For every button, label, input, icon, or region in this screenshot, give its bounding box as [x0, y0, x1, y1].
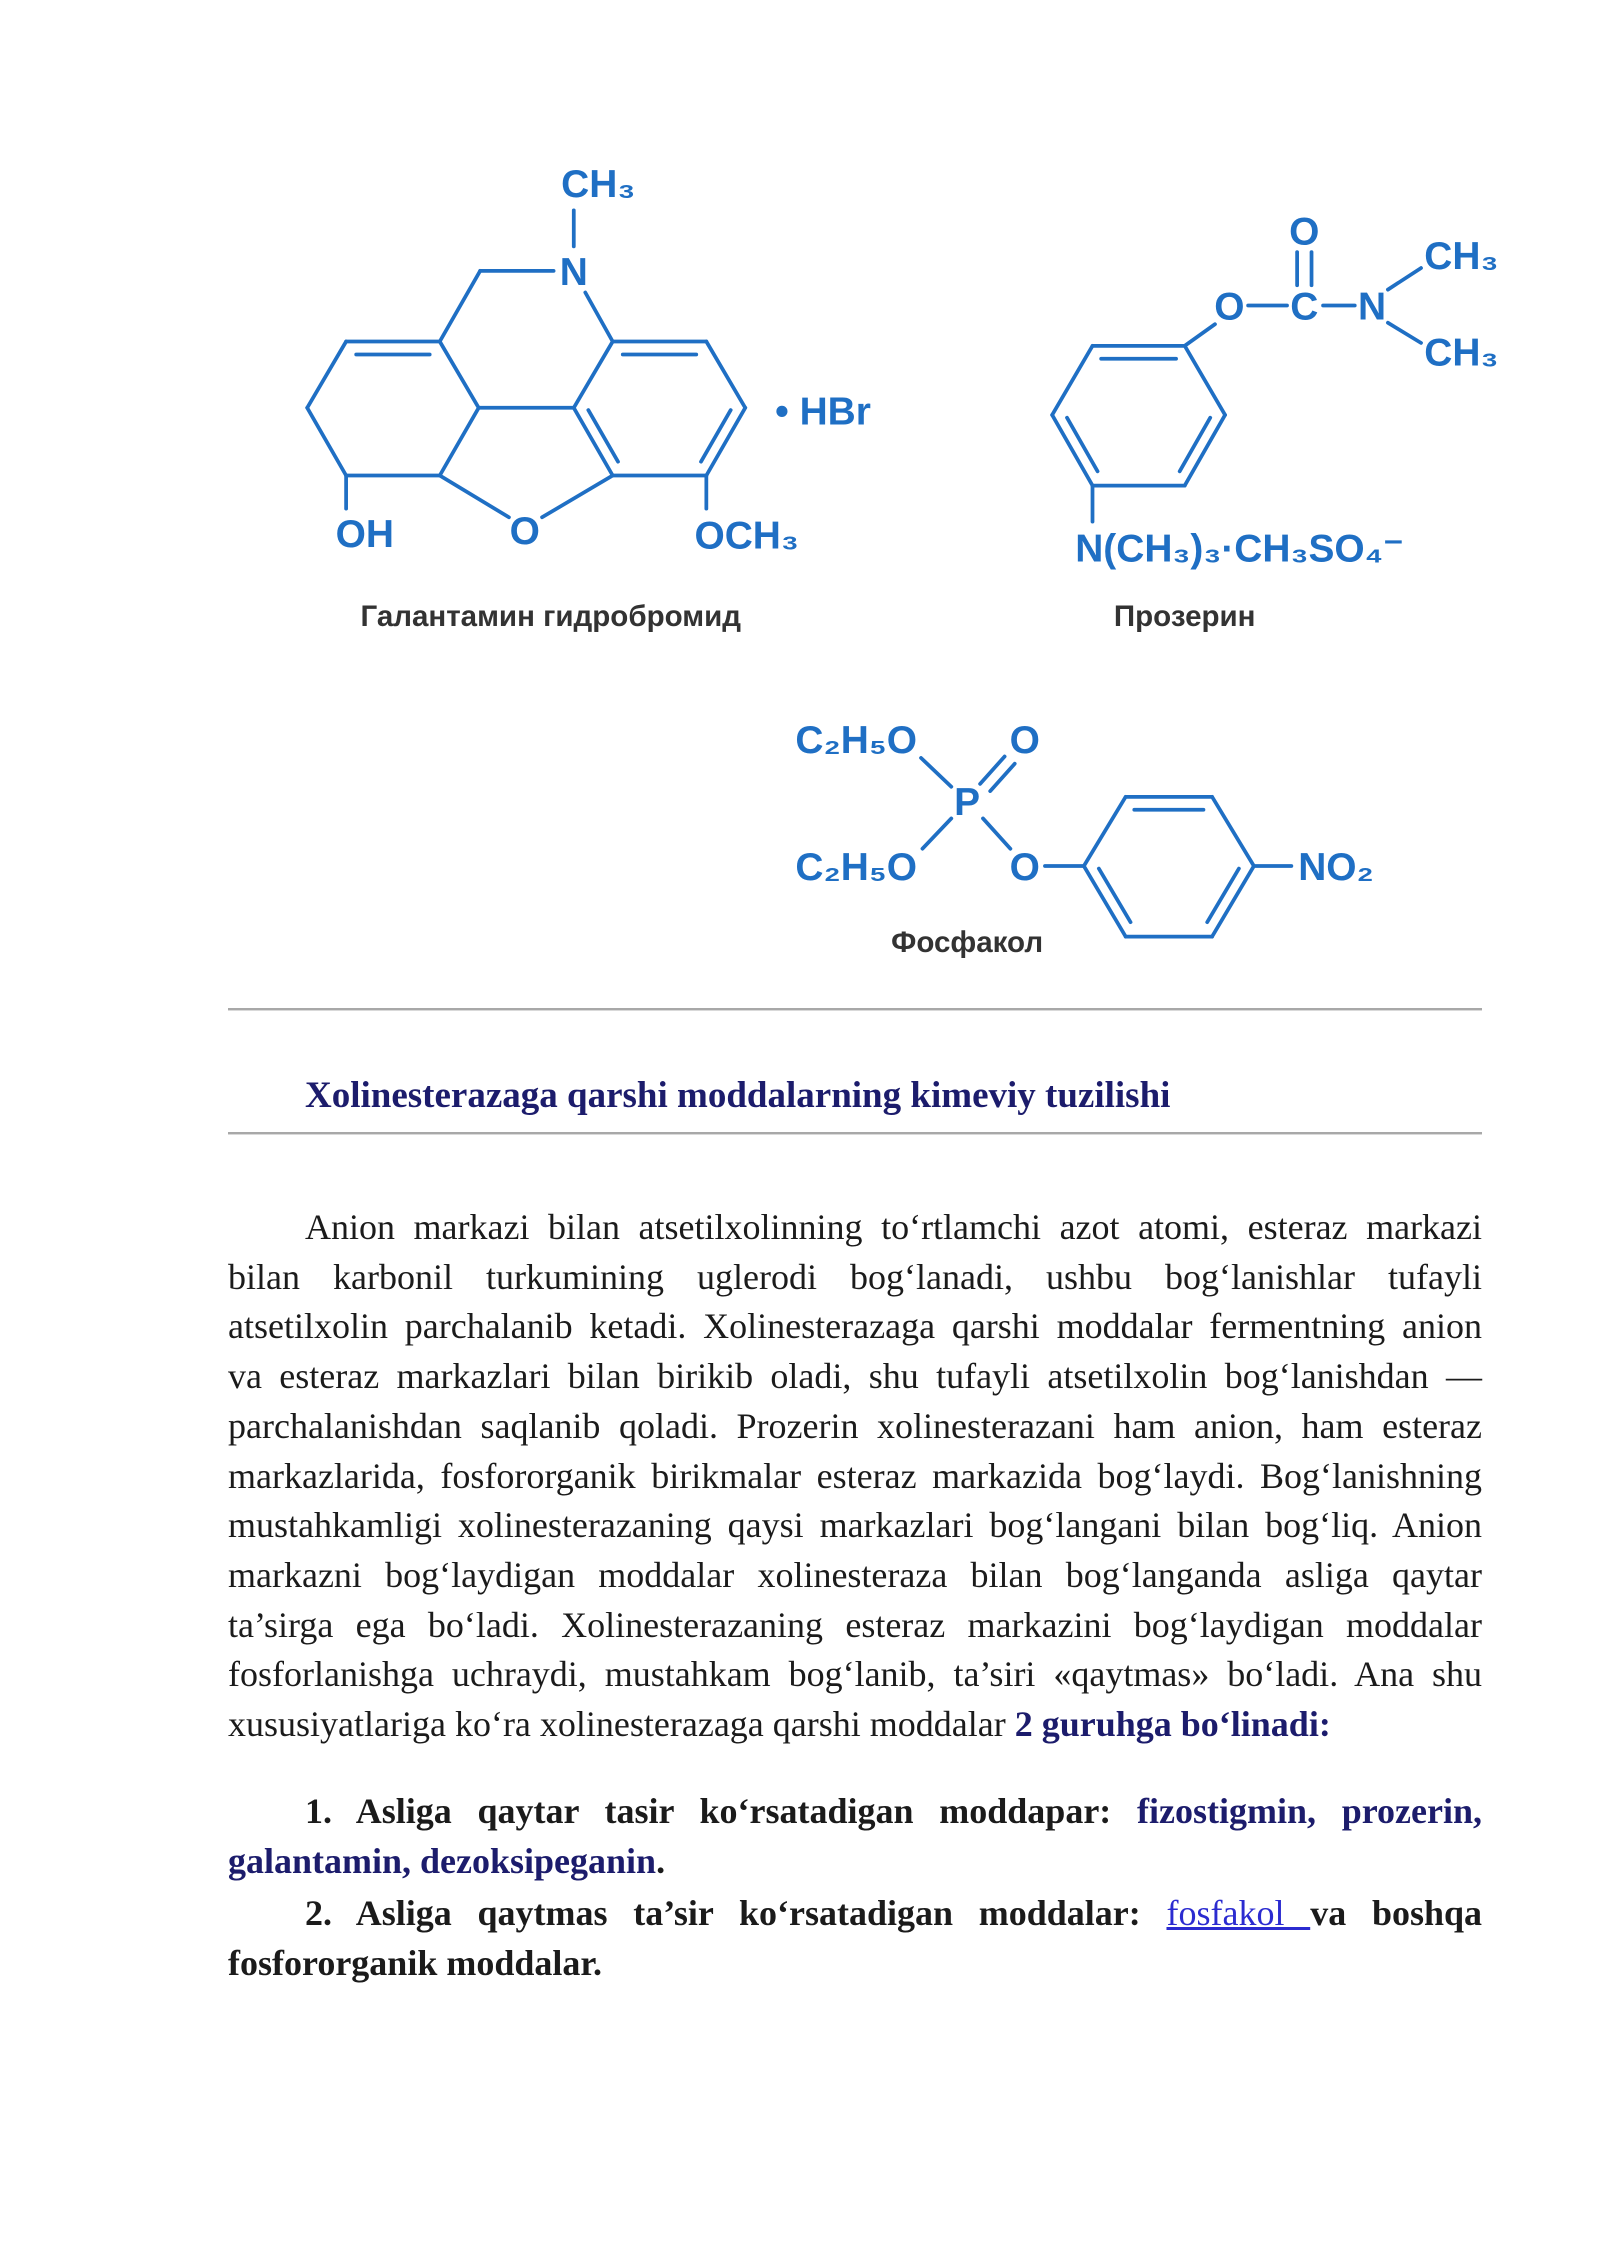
paragraph-line: mustahkamligi xolinesterazaning qaysi markazlari bog‘langani bilan bog‘liq. Anion [228, 1505, 1482, 1546]
double-bond-inner [588, 410, 618, 462]
list-item-irreversible [228, 1889, 1482, 1988]
list-item-lead: 2. Asliga qaytmas ta’sir ko‘rsatadigan moddalar: [305, 1893, 1167, 1934]
bond [307, 341, 346, 407]
numbered-list [228, 1787, 1482, 1989]
paragraph-line: ta’sirga ega bo‘ladi. Xolinesterazaning esteraz markazini bog‘laydigan moddalar [228, 1604, 1482, 1645]
horizontal-rule-bottom [228, 1132, 1482, 1135]
bond [542, 476, 613, 518]
bond [440, 476, 509, 518]
bond [1052, 346, 1092, 415]
list-item-drugs: fizostigmin, prozerin, [1137, 1791, 1482, 1831]
paragraph-line: va esteraz markazlari bilan birikib oladi, shu tufayli atsetilxolin bog‘lanishdan — [228, 1356, 1482, 1397]
fosfakol-link[interactable]: fosfakol [1166, 1893, 1311, 1934]
paragraph-line: Anion markazi bilan atsetilxolinning to‘rtlamchi azot atomi, esteraz markazi [305, 1207, 1482, 1247]
atom-label: O [1214, 285, 1245, 329]
paragraph-line: markazni bog‘laydigan moddalar xolinesteraza bilan bog‘langanda asliga qaytar [228, 1554, 1482, 1595]
bond [1185, 346, 1225, 415]
list-item-tail: va boshqa [1310, 1893, 1483, 1934]
paragraph-text: xususiyatlariga ko‘ra xolinesterazaga qarshi moddalar [228, 1704, 1015, 1745]
atom-label: OCH₃ [694, 514, 799, 558]
atom-label: CH₃ [561, 162, 636, 206]
paragraph-line: atsetilxolin parchalanib ketadi. Xolinesterazaga qarshi moddalar fermentning anion [228, 1306, 1482, 1347]
bond [1388, 323, 1421, 343]
chemical-structures-figure [0, 0, 1600, 1000]
atom-label: C₂H₅O [795, 719, 917, 763]
atom-label: O [1289, 210, 1320, 254]
fosfakol-structure [795, 719, 1373, 959]
bond [307, 408, 346, 476]
paragraph-last-line [228, 1700, 1482, 1750]
bond [706, 341, 745, 407]
list-item-line [228, 1889, 1482, 1939]
list-item-line [228, 1787, 1482, 1837]
paragraph-line: parchalanishdan saqlanib qoladi. Prozerin xolinesterazani ham anion, ham esteraz [228, 1405, 1482, 1446]
atom-label: O [509, 510, 540, 554]
bond [440, 341, 479, 407]
list-item-tail: . [656, 1840, 666, 1881]
bond [440, 271, 480, 342]
section-heading: Xolinesterazaga qarshi moddalarning kimeviy tuzilishi [305, 1075, 1171, 1116]
atom-label: O [1009, 719, 1040, 763]
atom-label: C [1290, 285, 1319, 329]
list-item-line [228, 1837, 1482, 1887]
bond [1084, 797, 1126, 866]
figure-caption: Галантамин гидробромид [360, 600, 741, 634]
atom-label: CH₃ [1424, 331, 1499, 375]
double-bond-inner [1207, 869, 1239, 923]
bond [1212, 797, 1254, 866]
bond [585, 293, 612, 342]
bond [574, 341, 613, 407]
atom-label: CH₃ [1424, 234, 1499, 278]
list-item-line: fosfororganik moddalar. [228, 1943, 603, 1984]
ammonium-label: N(CH₃)₃·CH₃SO₄⁻ [1075, 527, 1404, 571]
paragraph-line: fosforlanishga uchraydi, mustahkam bog‘lanib, ta’siri «qaytmas» bo‘ladi. Ana shu [228, 1654, 1482, 1695]
list-item-drugs: galantamin, dezoksipeganin [228, 1840, 657, 1881]
bond [1185, 324, 1215, 346]
atom-label: N [1357, 285, 1387, 329]
paragraph-line: markazlarida, fosfororganik birikmalar esteraz markazida bog‘laydi. Bog‘lanishning [228, 1455, 1482, 1496]
atom-label: OH [335, 513, 395, 557]
figure-caption: Фосфакол [891, 925, 1044, 959]
atom-label: O [1009, 845, 1040, 889]
paragraph-emphasis: 2 guruhga bo‘linadi: [1014, 1704, 1331, 1745]
bond [922, 818, 951, 848]
bond [440, 408, 479, 476]
atom-label: P [954, 781, 981, 825]
prozerin-structure [1052, 210, 1498, 633]
double-bond-inner [701, 410, 731, 462]
galantamine-structure [307, 163, 871, 633]
atom-label: N [559, 250, 588, 294]
bond [983, 818, 1010, 848]
bond [1388, 268, 1421, 290]
bond [921, 758, 951, 787]
list-item-reversible [228, 1787, 1482, 1886]
horizontal-rule-top [228, 1008, 1482, 1011]
paragraph-line: bilan karbonil turkumining uglerodi bog‘lanadi, ushbu bog‘lanishlar tufayli [228, 1256, 1482, 1297]
atom-label: NO₂ [1298, 845, 1374, 889]
double-bond-inner [1099, 869, 1131, 923]
body-paragraph [228, 1203, 1482, 1750]
salt-label: • HBr [775, 390, 871, 434]
figure-caption: Прозерин [1113, 600, 1256, 634]
list-item-lead: 1. Asliga qaytar tasir ko‘rsatadigan moddapar: [305, 1791, 1137, 1831]
double-bond-inner [1180, 418, 1211, 472]
atom-label: C₂H₅O [795, 845, 917, 889]
double-bond-inner [1067, 418, 1098, 472]
